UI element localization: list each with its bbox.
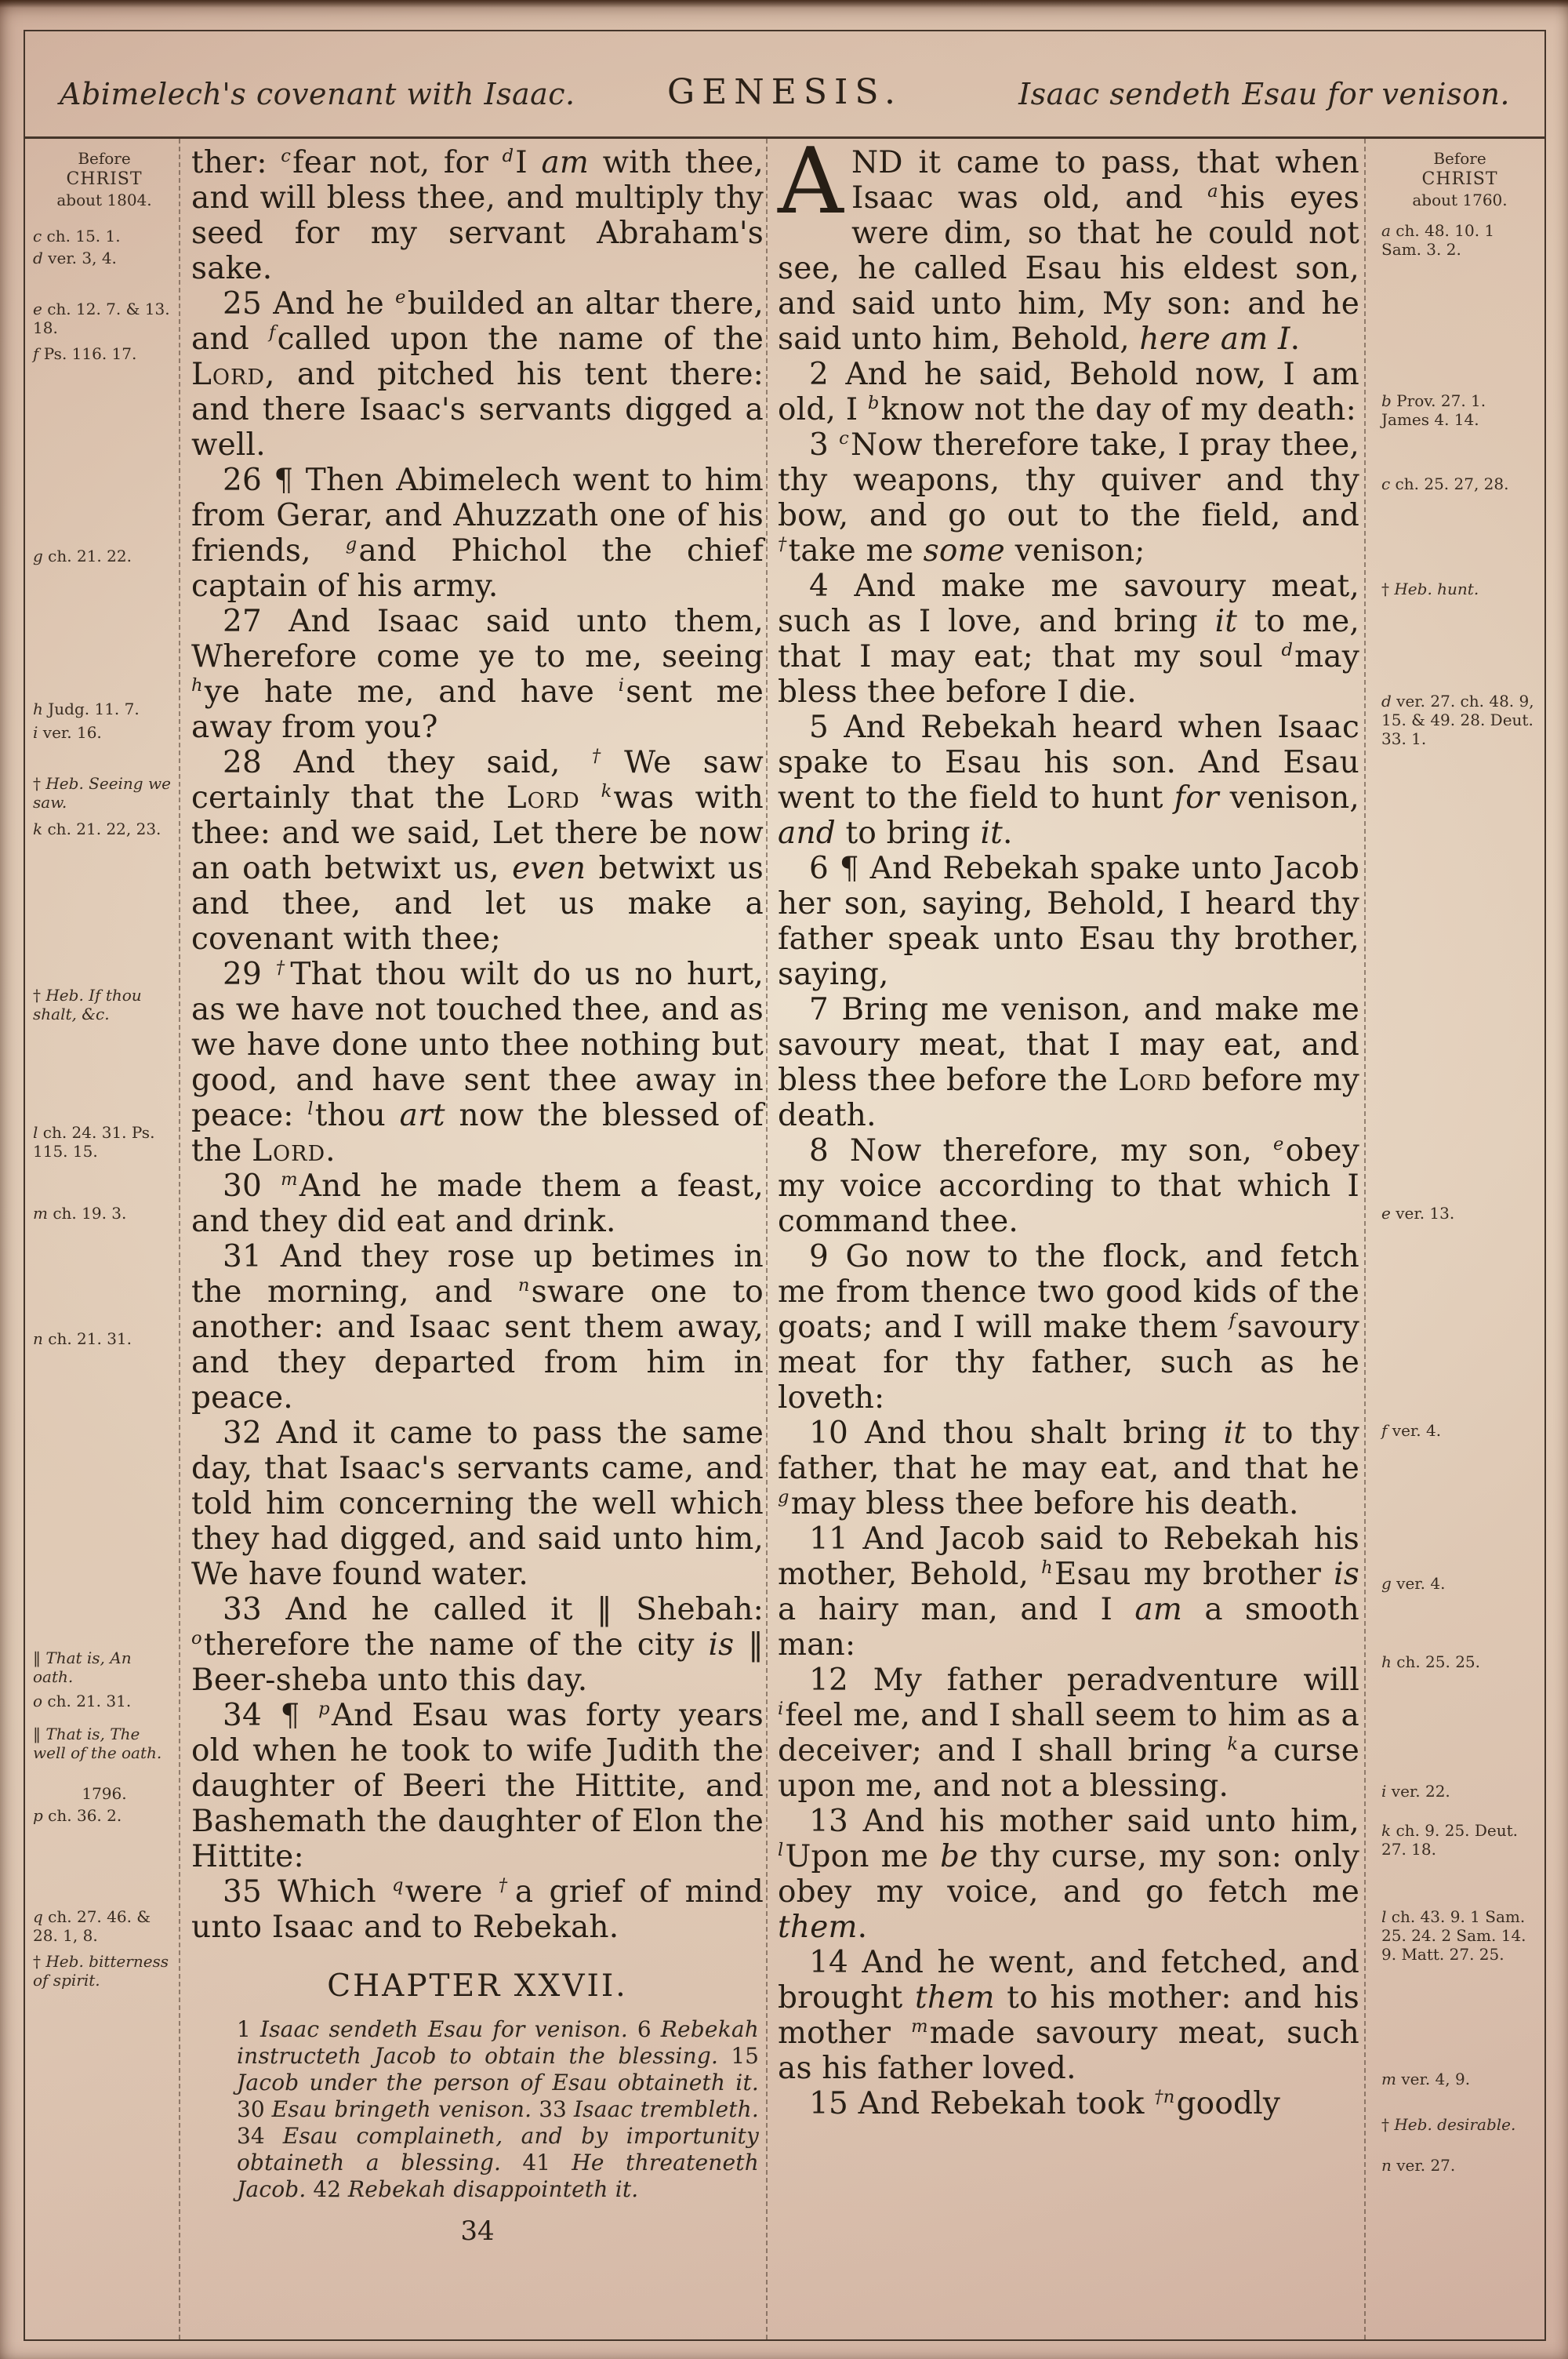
verse-paragraph: 31 And they rose up betimes in the morning, and $^n$sware one to another: and Isaac sent them away, and they departed from him in peace. [191,1239,764,1416]
verse-paragraph-dropcap: AND it came to pass, that when Isaac was old, and $^a$his eyes were dim, so that he could not see, he called Esau his eldest son, and said unto him, My son: and he said unto him, Behold, here am I. [778,129,1360,357]
verse-paragraph: 4 And make me savoury meat, such as I love, and bring it to me, that I may eat; that my soul $^d$may bless thee before I die. [778,569,1359,710]
margin-note: d ver. 3, 4. [33,249,117,267]
verse-paragraph: ther: $^c$fear not, for $^d$I am with thee, and will bless thee, and multiply thy seed for my servant Abraham's sake. [191,145,764,286]
column-divider-rule [766,139,768,2339]
margin-note: m ch. 19. 3. [33,1204,127,1223]
margin-note: i ver. 16. [33,723,102,742]
verse-paragraph: 30 $^m$And he made them a feast, and they did eat and drink. [191,1169,764,1239]
margin-note: d ver. 27. ch. 48. 9, 15. & 49. 28. Deut. 33. 1. [1381,692,1534,748]
margin-note: a ch. 48. 10. 1 Sam. 3. 2. [1381,221,1495,259]
margin-note-before-christ: Before CHRIST about 1804. [56,149,152,209]
margin-note: o ch. 21. 31. [33,1692,132,1710]
verse-paragraph: 13 And his mother said unto him, $^l$Upon me be thy curse, my son: only obey my voice, and go fetch me them. [778,1804,1360,1945]
margin-note: † Heb. If thou shalt, &c. [33,986,142,1023]
margin-note: p ch. 36. 2. [33,1806,122,1825]
verse-paragraph: 6 ¶ And Rebekah spake unto Jacob her son, saying, Behold, I heard thy father speak unto Esau thy brother, saying, [778,851,1359,992]
margin-note: f ver. 4. [1381,1421,1442,1440]
verse-paragraph: 28 And they said, †We saw certainly that the Lord $^k$was with thee: and we said, Let there be now an oath betwixt us, even betwixt us and thee, and let us make a covenant with thee; [191,745,764,957]
left-margin-notes [33,139,176,2339]
verse-paragraph: 11 And Jacob said to Rebekah his mother, Behold, $^h$Esau my brother is a hairy man, and I am a smooth man: [778,1521,1360,1663]
chapter-heading: CHAPTER XXVII. [327,1968,628,2004]
verse-paragraph: 5 And Rebekah heard when Isaac spake to Esau his son. And Esau went to the field to hunt for venison, and to bring it. [778,710,1359,851]
verse-paragraph: 2 And he said, Behold now, I am old, I $^b$know not the day of my death: [778,357,1359,427]
margin-note: † Heb. bitterness of spirit. [33,1952,169,1990]
verse-paragraph: 10 And thou shalt bring it to thy father, that he may eat, and that he $^g$may bless thee before his death. [778,1416,1360,1521]
margin-note-date: 1796. [82,1784,127,1803]
verse-paragraph: 26 ¶ Then Abimelech went to him from Gerar, and Ahuzzath one of his friends, $^g$and Phichol the chief captain of his army. [191,463,764,604]
margin-note: l ch. 24. 31. Ps. 115. 15. [33,1123,155,1161]
margin-note: c ch. 25. 27, 28. [1381,474,1509,493]
verse-paragraph: 8 Now therefore, my son, $^e$obey my voice according to that which I command thee. [778,1133,1359,1239]
margin-note-before-christ: Before CHRIST about 1760. [1412,149,1508,209]
verse-paragraph: 34 ¶ $^p$And Esau was forty years old when he took to wife Judith the daughter of Beeri the Hittite, and Bashemath the daughter of Elon the Hittite: [191,1698,764,1874]
margin-note: e ver. 13. [1381,1204,1455,1223]
margin-note: f Ps. 116. 17. [33,344,137,363]
margin-note: † Heb. hunt. [1381,580,1479,598]
chapter-summary: 1 Isaac sendeth Esau for venison. 6 Rebekah instructeth Jacob to obtain the blessing. 15 Jacob under the person of Esau obtaineth it. 30 Esau bringeth venison. 33 Isaac trembleth. 34 Esau complaineth, and by importunity obtaineth a blessing. 41 He threateneth Jacob. 42 Rebekah disappointeth it. [237,2016,759,2202]
margin-note: c ch. 15. 1. [33,227,121,245]
column-divider-rule [1364,139,1366,2339]
page-content [25,129,1544,2339]
right-text-column [778,129,1360,2121]
verse-paragraph: 9 Go now to the flock, and fetch me from thence two good kids of the goats; and I will make them $^f$savoury meat for thy father, such as he loveth: [778,1239,1359,1416]
page-frame [24,30,1546,2341]
verse-paragraph: 25 And he $^e$builded an altar there, and $^f$called upon the name of the Lord, and pitched his tent there: and there Isaac's servants digged a well. [191,286,764,463]
margin-note: ‖ That is, The well of the oath. [33,1725,162,1762]
verse-paragraph: 14 And he went, and fetched, and brought them to his mother: and his mother $^m$made savoury meat, such as his father loved. [778,1945,1359,2086]
margin-note: h Judg. 11. 7. [33,700,140,718]
margin-note: n ver. 27. [1381,2156,1456,2175]
margin-note: h ch. 25. 25. [1381,1652,1481,1671]
margin-note: b Prov. 27. 1. James 4. 14. [1381,391,1486,429]
verse-paragraph: 29 †That thou wilt do us no hurt, as we have not touched thee, and as we have done unto thee nothing but good, and have sent thee away in peace: $^l$thou art now the blessed of the Lord. [191,957,764,1169]
margin-note: g ver. 4. [1381,1574,1446,1593]
margin-note: l ch. 43. 9. 1 Sam. 25. 24. 2 Sam. 14. 9. Matt. 27. 25. [1381,1907,1526,1964]
margin-note: † Heb. Seeing we saw. [33,774,171,812]
column-divider-rule [179,139,180,2339]
margin-note: k ch. 21. 22, 23. [33,820,162,838]
margin-note: i ver. 22. [1381,1782,1450,1801]
verse-paragraph: 33 And he called it ‖ Shebah: $^o$therefore the name of the city is ‖ Beer-sheba unto this day. [191,1592,764,1698]
left-text-column [191,145,764,2203]
page-header [25,31,1544,139]
margin-note: k ch. 9. 25. Deut. 27. 18. [1381,1821,1519,1859]
running-title-left: Abimelech's covenant with Isaac. [60,77,575,111]
margin-note: n ch. 21. 31. [33,1329,132,1348]
page-number: 34 [460,2215,495,2247]
margin-note: q ch. 27. 46. & 28. 1, 8. [33,1907,151,1945]
verse-paragraph: 15 And Rebekah took $^{\dagger n}$goodly [809,2086,1281,2121]
right-margin-notes [1375,139,1538,2339]
running-title-right: Isaac sendeth Esau for venison. [1018,77,1510,111]
verse-paragraph: 7 Bring me venison, and make me savoury meat, that I may eat, and bless thee before the Lord before my death. [778,992,1359,1133]
verse-paragraph: 12 My father peradventure will $^i$feel me, and I shall seem to him as a deceiver; and I shall bring $^k$a curse upon me, and not a blessing. [778,1663,1359,1804]
verse-paragraph: 35 Which $^q$were †a grief of mind unto Isaac and to Rebekah. [191,1874,764,1945]
margin-note: m ver. 4, 9. [1381,2070,1471,2088]
margin-note: g ch. 21. 22. [33,547,132,565]
book-title: GENESIS. [667,72,902,112]
margin-note: e ch. 12. 7. & 13. 18. [33,300,170,337]
verse-paragraph: 27 And Isaac said unto them, Wherefore come ye to me, seeing $^h$ye hate me, and have $^i$sent me away from you? [191,604,764,745]
margin-note: † Heb. desirable. [1381,2115,1516,2134]
verse-paragraph: 32 And it came to pass the same day, that Isaac's servants came, and told him concerning the well which they had digged, and said unto him, We have found water. [191,1416,764,1592]
verse-paragraph: 3 $^c$Now therefore take, I pray thee, thy weapons, thy quiver and thy bow, and go out to the field, and †take me some venison; [778,427,1359,569]
margin-note: ‖ That is, An oath. [33,1648,132,1686]
